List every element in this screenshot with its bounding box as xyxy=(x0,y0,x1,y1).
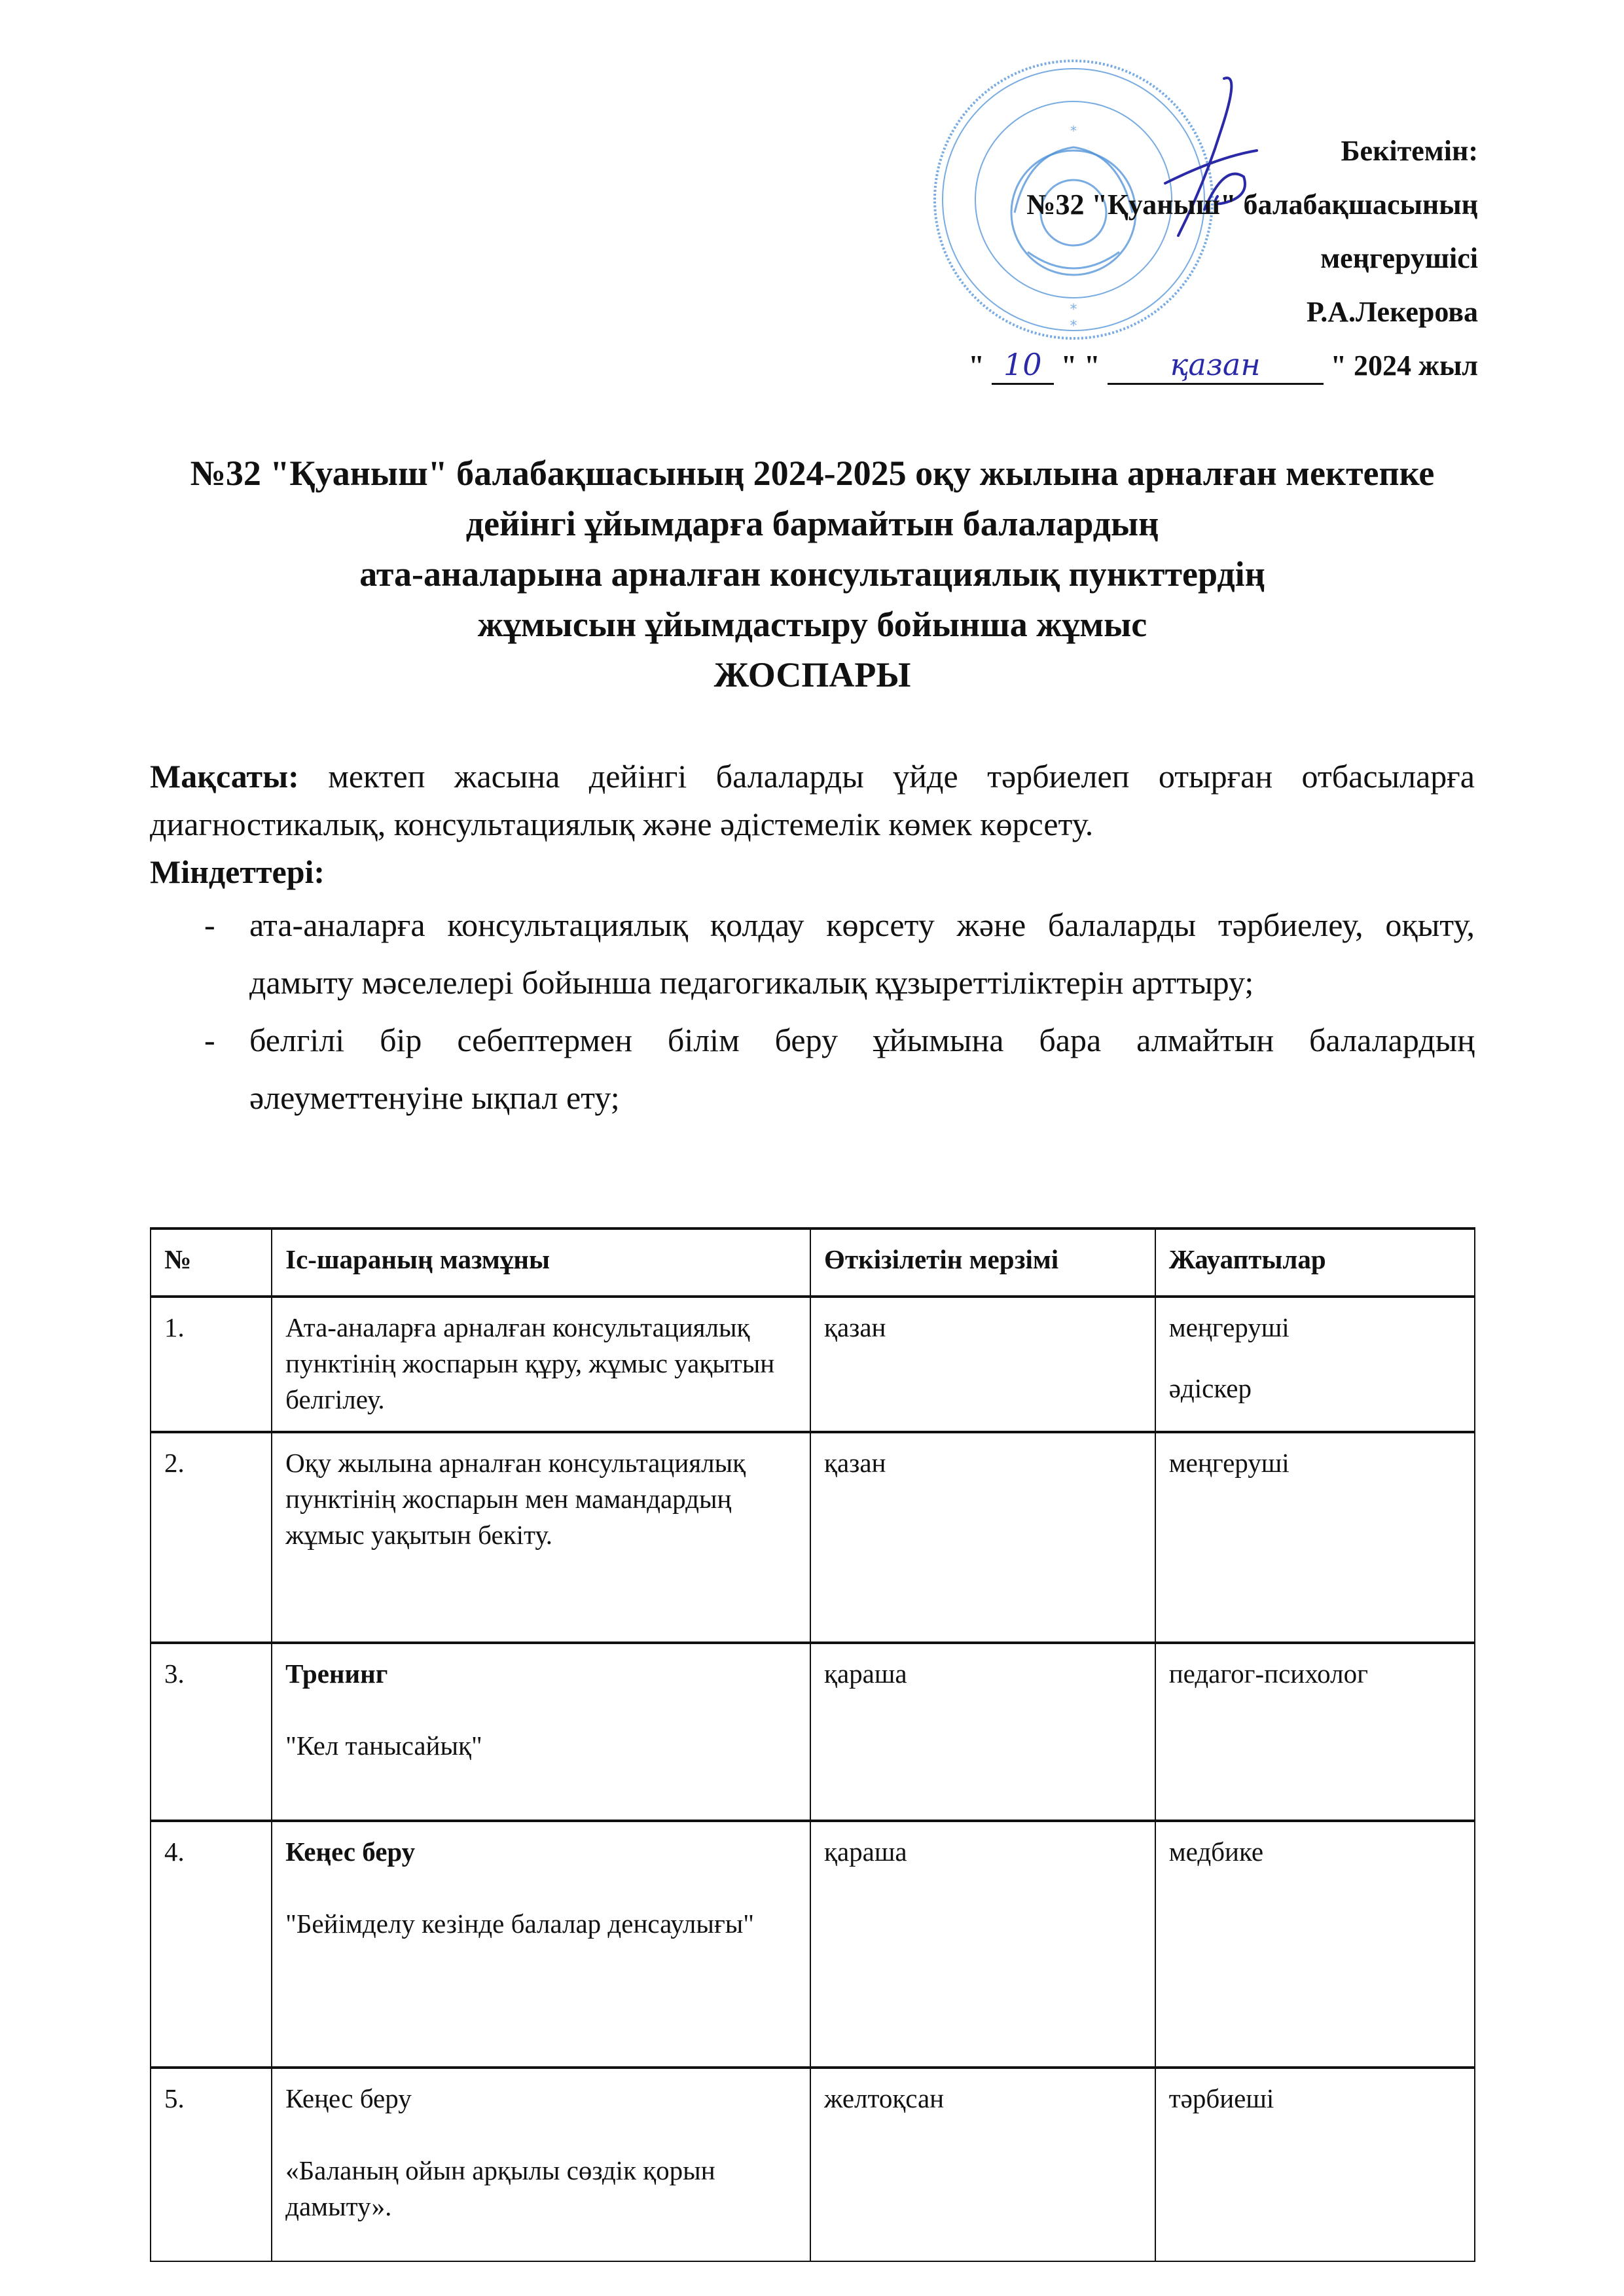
tasks-list xyxy=(150,896,1475,1126)
approval-org: №32 "Қуаныш" балабақшасының xyxy=(1026,188,1478,221)
title-line: дейінгі ұйымдарға бармайтын балалардың xyxy=(465,504,1159,543)
cell-term: қазан xyxy=(810,1432,1155,1643)
cell-content xyxy=(272,1432,810,1643)
bullet-dash: - xyxy=(204,906,215,943)
date-month-handwritten: қазан xyxy=(1108,346,1324,385)
cell-number: 1. xyxy=(151,1297,272,1432)
svg-text:*: * xyxy=(1070,123,1077,139)
cell-number: 4. xyxy=(151,1821,272,2068)
title-line: жұмысын ұйымдастыру бойынша жұмыс xyxy=(477,605,1147,644)
cell-content xyxy=(272,1643,810,1821)
title-line: №32 "Қуаныш" балабақшасының 2024-2025 оқу жылына арналған мектепке xyxy=(190,454,1435,493)
header-responsible: Жауаптылар xyxy=(1155,1229,1475,1297)
table-row xyxy=(151,2068,1475,2261)
header-number: № xyxy=(151,1229,272,1297)
cell-responsible xyxy=(1155,1297,1475,1432)
approval-position: меңгерушісі xyxy=(1320,242,1478,274)
table-row xyxy=(151,1643,1475,1821)
date-year: 2024 жыл xyxy=(1354,350,1478,382)
date-quote: " xyxy=(968,350,984,382)
table-row xyxy=(151,1432,1475,1643)
responsible-text-2: әдіскер xyxy=(1168,1373,1252,1403)
cell-term: қазан xyxy=(810,1297,1155,1432)
approval-heading: Бекітемін: xyxy=(1341,135,1478,167)
title-plan-word: ЖОСПАРЫ xyxy=(713,655,911,694)
table-row xyxy=(151,1297,1475,1432)
svg-text:*: * xyxy=(1070,318,1077,334)
content-topic: «Баланың ойын арқылы сөздік қорын дамыту». xyxy=(285,2155,715,2221)
goal-label: Мақсаты: xyxy=(150,758,299,795)
task-item xyxy=(150,896,1475,1011)
approval-block xyxy=(889,124,1478,393)
responsible-text: меңгеруші xyxy=(1168,1312,1290,1342)
content-topic: "Кел танысайық" xyxy=(285,1731,482,1761)
tasks-label: Міндеттері: xyxy=(150,853,325,890)
cell-term: қараша xyxy=(810,1821,1155,2068)
bullet-dash: - xyxy=(204,1022,215,1058)
svg-text:*: * xyxy=(1070,302,1077,318)
content-type: Кеңес беру xyxy=(285,2083,412,2113)
cell-number: 3. xyxy=(151,1643,272,1821)
cell-content xyxy=(272,2068,810,2261)
cell-responsible: педагог-психолог xyxy=(1155,1643,1475,1821)
task-text: ата-аналарға консультациялық қолдау көрсету және балаларды тәрбиелеу, оқыту, дамыту мәселелері бойынша педагогикалық құзыреттіліктерін арттыру; xyxy=(249,906,1475,1001)
approval-date xyxy=(889,339,1478,393)
date-quotes: " " xyxy=(1060,350,1100,382)
content-text: Ата-аналарға арналған консультациялық пунктінің жоспарын құру, жұмыс уақытын белгілеу. xyxy=(285,1312,775,1414)
task-text: белгілі бір себептермен білім беру ұйымына бара алмайтын балалардың әлеуметтенуіне ықпал ету; xyxy=(249,1022,1475,1116)
table-header-row xyxy=(151,1229,1475,1297)
task-item xyxy=(150,1011,1475,1126)
cell-responsible: тәрбиеші xyxy=(1155,2068,1475,2261)
date-quote: " xyxy=(1330,350,1347,382)
content-type: Тренинг xyxy=(285,1659,388,1689)
title-line: ата-аналарына арналған консультациялық пункттердің xyxy=(359,554,1265,594)
table-row xyxy=(151,1821,1475,2068)
header-content: Іс-шараның мазмұны xyxy=(272,1229,810,1297)
document-body xyxy=(150,753,1475,1126)
date-day-handwritten: 10 xyxy=(992,346,1054,385)
content-type: Кеңес беру xyxy=(285,1837,416,1867)
cell-content xyxy=(272,1821,810,2068)
cell-number: 2. xyxy=(151,1432,272,1643)
cell-responsible: медбике xyxy=(1155,1821,1475,2068)
goal-text: мектеп жасына дейінгі балаларды үйде тәрбиелеп отырған отбасыларға диагностикалық, консультациялық және әдістемелік көмек көрсету. xyxy=(150,758,1475,842)
goal-paragraph xyxy=(150,753,1475,848)
plan-table xyxy=(150,1227,1475,2262)
cell-term: желтоқсан xyxy=(810,2068,1155,2261)
cell-content xyxy=(272,1297,810,1432)
cell-term: қараша xyxy=(810,1643,1155,1821)
content-topic: "Бейімделу кезінде балалар денсаулығы" xyxy=(285,1909,755,1939)
header-term: Өткізілетін мерзімі xyxy=(810,1229,1155,1297)
content-text: Оқу жылына арналған консультациялық пунктінің жоспарын мен мамандардың жұмыс уақытын бекіту. xyxy=(285,1448,746,1550)
document-title xyxy=(150,448,1475,700)
approval-name: Р.А.Лекерова xyxy=(1306,296,1478,328)
cell-number: 5. xyxy=(151,2068,272,2261)
cell-responsible: меңгеруші xyxy=(1155,1432,1475,1643)
